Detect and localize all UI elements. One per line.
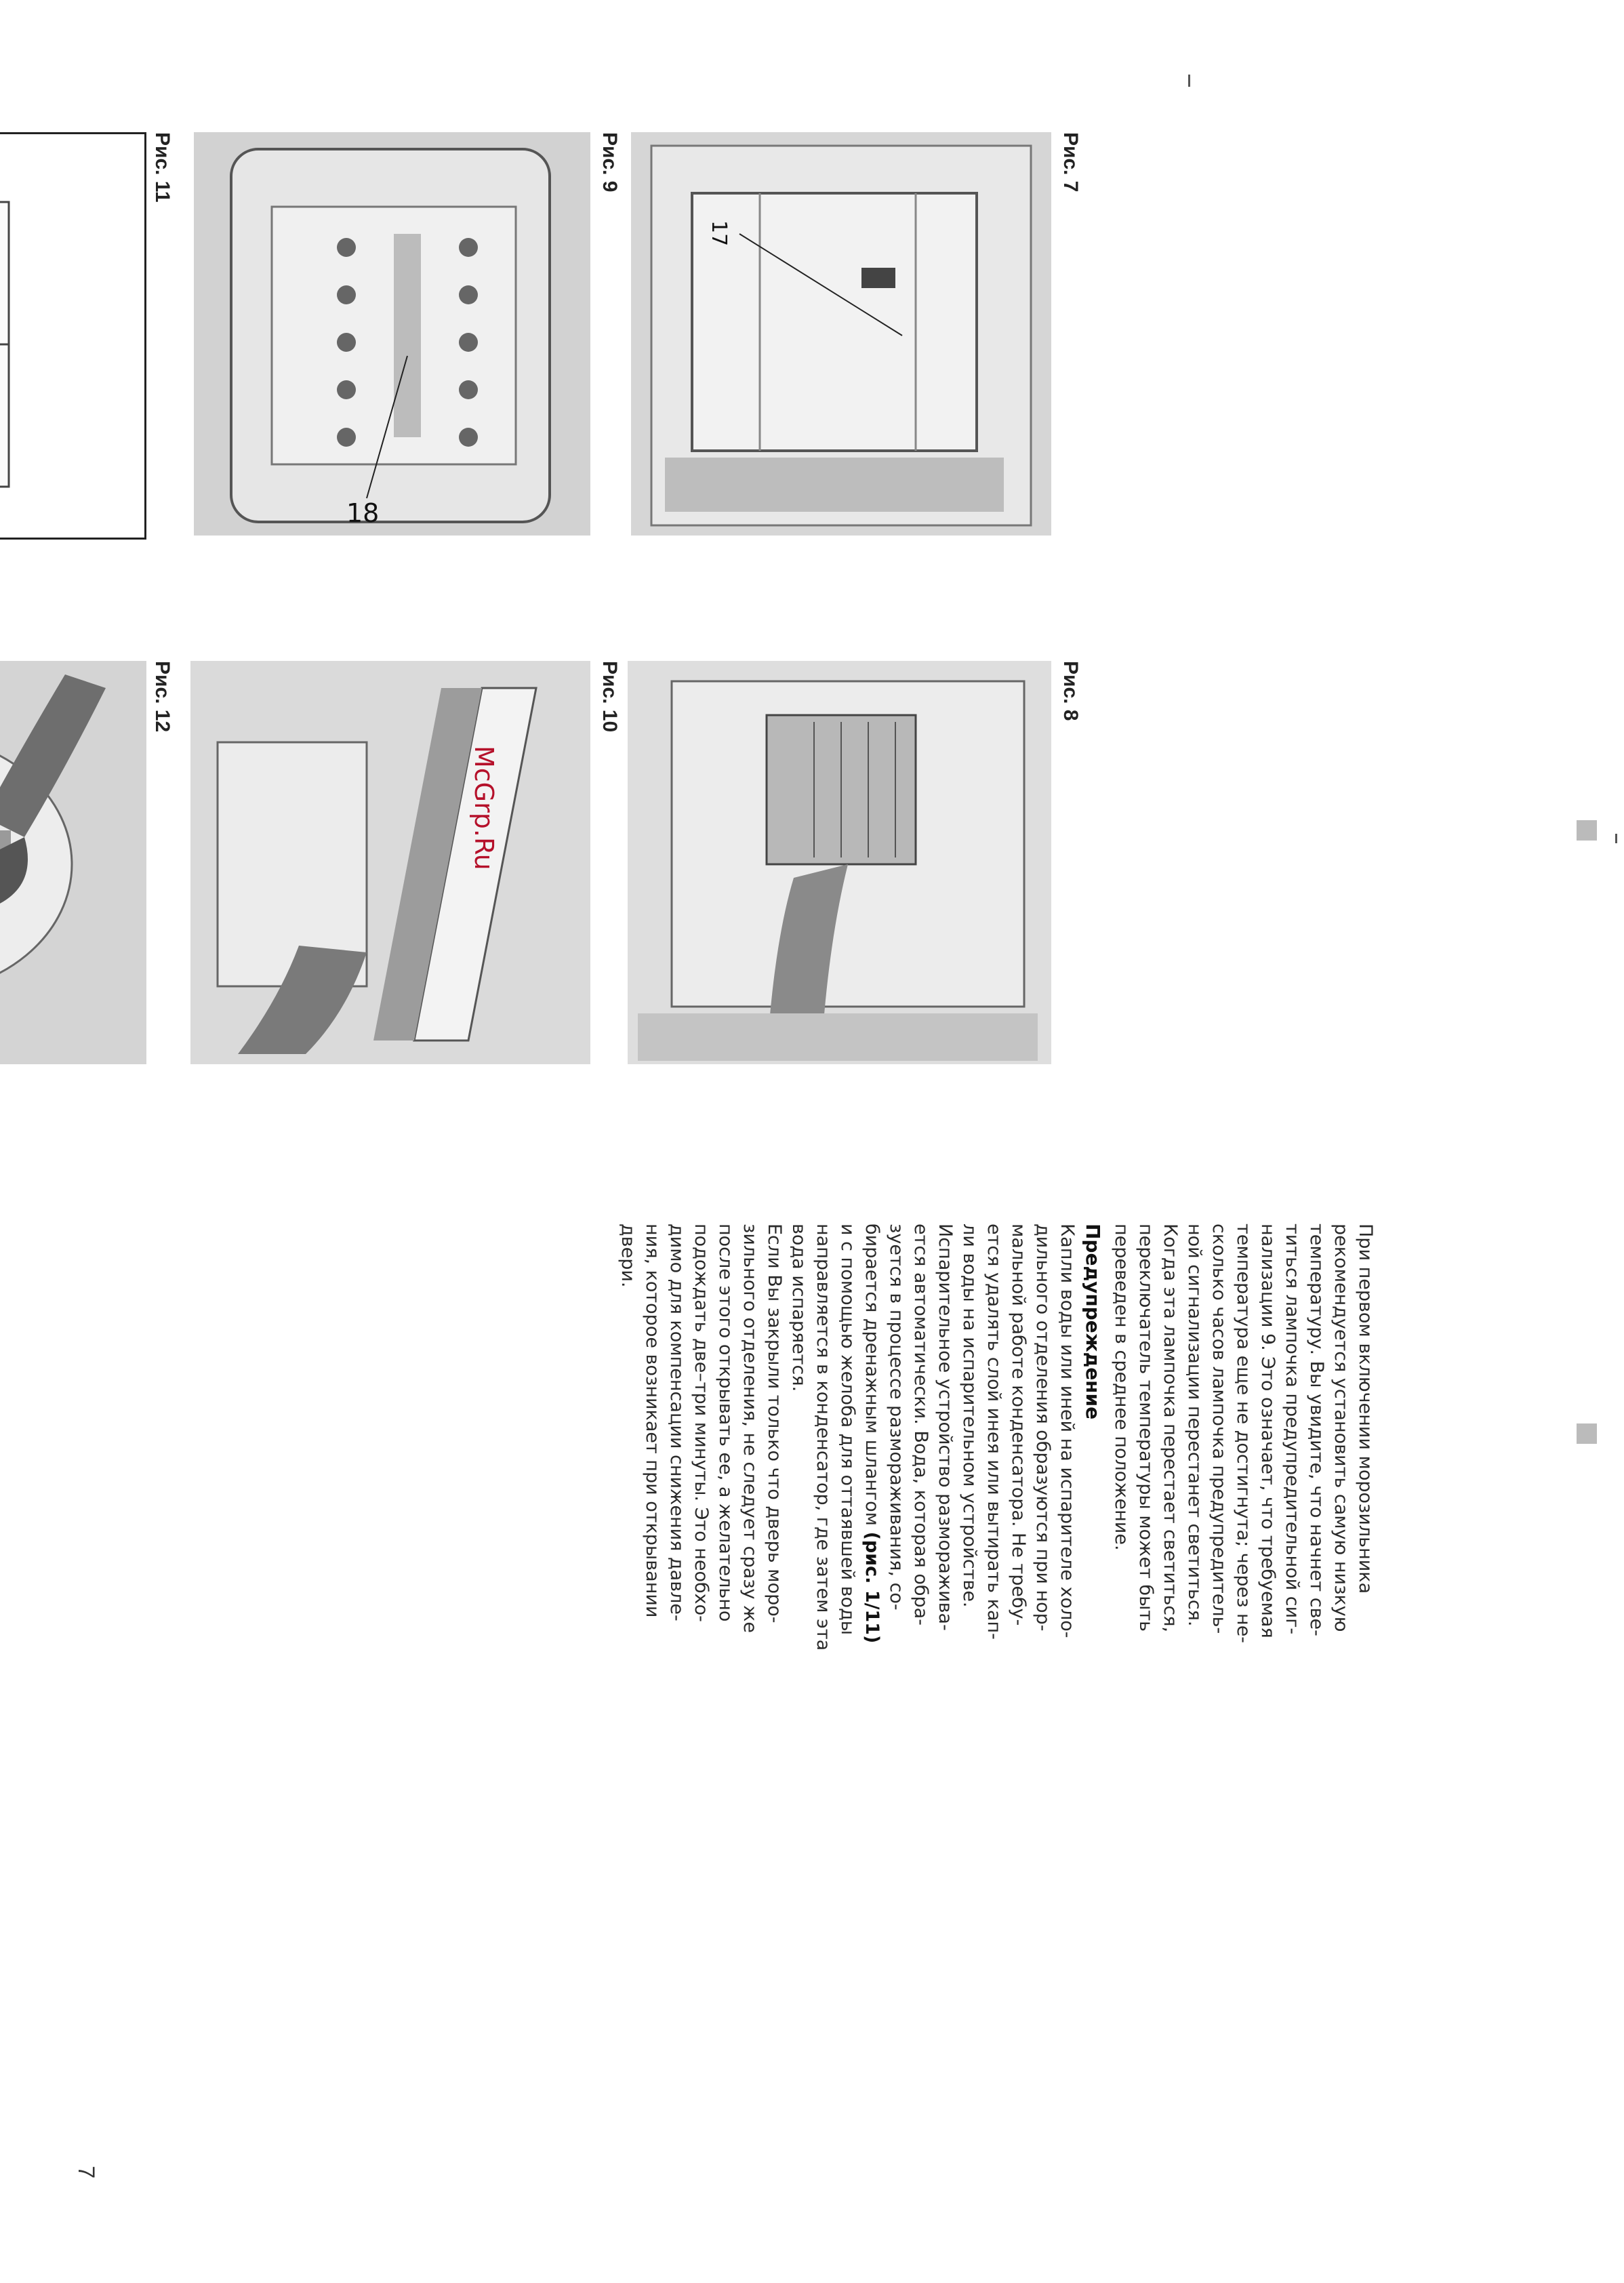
text-line: двери. xyxy=(617,1224,638,1288)
text-line: Когда эта лампочка перестает светиться, xyxy=(1160,1224,1181,1633)
text-line: после этого открывать ее, а желательно xyxy=(715,1224,736,1622)
page-number-right: 7 xyxy=(73,2166,99,2179)
text-line: рекомендуется установить самую низкую xyxy=(1331,1224,1352,1632)
text-line: ния, которое возникает при открывании xyxy=(642,1224,663,1618)
fig10-illustration xyxy=(190,661,590,1064)
text-line: мальной работе конденсатора. Не требу- xyxy=(1008,1224,1029,1626)
fig7-photo xyxy=(631,132,1051,536)
door-paragraph xyxy=(616,1224,786,1691)
fig8-caption: Рис. 8 xyxy=(1059,661,1082,721)
text-line: нализации 9. Это означает, что требуемая xyxy=(1257,1224,1278,1638)
text-line: зильного отделения, не следует сразу же xyxy=(739,1224,760,1634)
scan-speck xyxy=(1577,820,1597,841)
text-line: направляется в конденсатор, где затем эта xyxy=(813,1224,834,1651)
fig11-diagram xyxy=(0,132,146,540)
fig8-photo xyxy=(628,661,1051,1064)
scan-speck xyxy=(1188,75,1190,87)
warning-heading: Предупреждение xyxy=(1082,1224,1104,1420)
text-line: зуется в процессе размораживания, со- xyxy=(886,1224,907,1611)
body-text-column xyxy=(615,1224,1377,1691)
text-line: сколько часов лампочка предупредитель- xyxy=(1209,1224,1230,1634)
text-line: ли воды на испарительном устройстве. xyxy=(959,1224,980,1608)
fig11-caption: Рис. 11 xyxy=(151,132,174,203)
fig8-illustration xyxy=(628,661,1051,1064)
fig9-illustration xyxy=(194,132,590,536)
fig12-illustration xyxy=(0,661,146,1064)
text-line-hose xyxy=(860,1224,883,1691)
text-line: температура еще не достигнута; через не- xyxy=(1233,1224,1254,1644)
text-line: Испарительное устройство разморажива- xyxy=(935,1224,956,1631)
fig9-photo xyxy=(194,132,590,536)
text-line: вода испаряется. xyxy=(788,1224,809,1392)
text-line: ной сигнализации перестанет светиться. xyxy=(1184,1224,1205,1627)
intro-paragraph xyxy=(1183,1224,1377,1691)
fig7-caption: Рис. 7 xyxy=(1059,132,1082,193)
text-line: ется автоматически. Вода, которая обра- xyxy=(910,1224,931,1625)
fig9-caption: Рис. 9 xyxy=(598,132,621,193)
scan-speck xyxy=(1577,1423,1597,1444)
watermark: McGrp.Ru xyxy=(469,746,499,870)
text-line: и с помощью желоба для оттаявшей воды xyxy=(837,1224,858,1636)
warning-paragraph xyxy=(787,1224,1078,1691)
text-line: температуру. Вы увидите, что начнет све- xyxy=(1306,1224,1327,1636)
text-line: титься лампочка предупредительной сиг- xyxy=(1282,1224,1303,1635)
text-line: Если Вы закрыли только что дверь моро- xyxy=(764,1224,785,1623)
fig12-caption: Рис. 12 xyxy=(151,661,174,733)
figure-reference: (рис. 1/11) xyxy=(861,1531,882,1644)
text-line: Капли воды или иней на испарителе холо- xyxy=(1057,1224,1078,1638)
text-line: димо для компенсации снижения давле- xyxy=(666,1224,687,1621)
fig10-photo xyxy=(190,661,590,1064)
fig11-drawing xyxy=(0,134,144,538)
text-line: дильного отделения образуются при нор- xyxy=(1032,1224,1053,1632)
fig12-photo xyxy=(0,661,146,1064)
fig7-callout: 17 xyxy=(707,220,731,247)
scan-speck xyxy=(1615,834,1617,843)
text-line: переключатель температуры может быть xyxy=(1135,1224,1156,1632)
fig9-callout: 18 xyxy=(346,498,380,528)
text-line: подождать две–три минуты. Это необхо- xyxy=(691,1224,712,1622)
fig10-caption: Рис. 10 xyxy=(598,661,621,733)
text-line: ется удалять слой инея или вытирать кап- xyxy=(983,1224,1004,1640)
intro2-paragraph xyxy=(1110,1224,1181,1691)
fig7-illustration xyxy=(631,132,1051,536)
hose-text: бирается дренажным шлангом xyxy=(861,1224,882,1526)
text-line: При первом включении морозильника xyxy=(1355,1224,1376,1594)
text-line: переведен в среднее положение. xyxy=(1111,1224,1132,1551)
